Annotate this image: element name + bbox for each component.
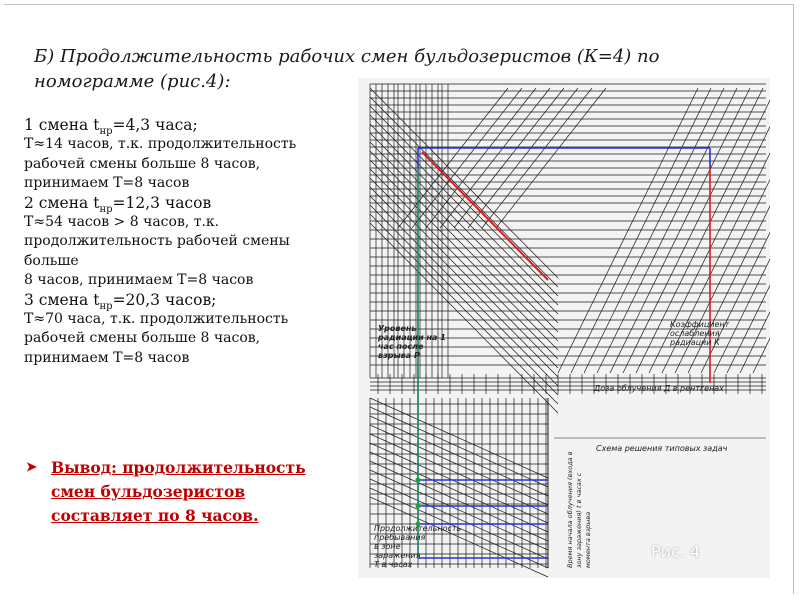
duration-symbol: Т — [374, 560, 379, 569]
diagonal-line — [468, 88, 578, 228]
text-line — [24, 291, 344, 310]
diagonal-line — [398, 88, 508, 228]
text-line — [24, 135, 344, 154]
figure-caption: Рис. 4 — [651, 542, 701, 561]
attenuation-text: Коэффициент ослабления радиации — [670, 320, 730, 347]
diagonal-line — [370, 398, 548, 478]
conclusion-text: Вывод: продолжительность смен бульдозеристов составляет по 8 часов. — [51, 458, 306, 525]
diagonal-line — [440, 88, 550, 228]
text-line — [24, 174, 344, 193]
text-line — [24, 194, 344, 213]
diagonal-line — [426, 88, 536, 228]
duration-unit: в часах — [381, 560, 413, 569]
text-line-main: 8 часов, принимаем Т=8 часов — [24, 272, 254, 289]
text-line — [24, 155, 344, 174]
text-line — [24, 252, 344, 271]
slide-title: Б) Продолжительность рабочих смен бульдозеристов (К=4) по номограмме (рис.4): — [34, 46, 660, 92]
label-scheme — [596, 444, 766, 453]
solution-point — [416, 478, 421, 483]
text-line-main: принимаем Т=8 часов — [24, 349, 190, 366]
text-line — [24, 271, 344, 290]
label-attenuation — [670, 320, 750, 347]
duration-text: Продолжительность пребывания в зоне заражения — [374, 524, 462, 560]
text-line-subscript: нр — [99, 300, 113, 312]
label-radiation-level — [378, 324, 448, 360]
radiation-symbol: Р — [413, 351, 420, 360]
attenuation-symbol: К — [714, 338, 720, 347]
text-line-main: продолжительность рабочей смены — [24, 233, 290, 250]
diagonal-line — [454, 88, 564, 228]
radiation-level-text: Уровень радиации на 1 час после взрыва — [378, 324, 446, 360]
dose-symbol: Д — [663, 384, 671, 393]
scheme-text: Схема решения типовых задач — [596, 444, 728, 453]
text-line-main: принимаем Т=8 часов — [24, 175, 190, 192]
text-line-main: больше — [24, 252, 79, 269]
text-line-main: Т≈54 часов > 8 часов, т.к. — [24, 214, 220, 231]
text-line-main: 2 смена t — [24, 193, 100, 212]
text-line — [24, 310, 344, 329]
dose-unit: в рентгенах — [672, 384, 724, 393]
label-dose — [594, 384, 774, 393]
text-line-main: рабочей смены больше 8 часов, — [24, 155, 261, 172]
dose-text: Доза облучения — [594, 384, 662, 393]
entry-time-text: Время начала облучения (входа в зону заражения) t в часах с момента взрыва — [566, 451, 592, 568]
text-line-value: =4,3 часа; — [112, 116, 198, 134]
text-line — [24, 329, 344, 348]
text-line — [24, 232, 344, 251]
text-line-main: 3 смена t — [24, 290, 100, 309]
diagonal-line — [496, 88, 606, 228]
nomogram-figure — [358, 78, 770, 578]
calculation-text — [24, 116, 344, 368]
diagonal-line — [370, 425, 548, 505]
arrow-bullet-icon: ➤ — [26, 460, 37, 475]
text-line-main: 1 смена t — [24, 116, 100, 134]
diagonal-line — [370, 443, 548, 523]
text-line-main: Т≈14 часов, т.к. продолжительность — [24, 136, 297, 153]
diagonal-line — [370, 407, 548, 487]
text-line-subscript: нр — [99, 126, 113, 137]
solution-point — [416, 504, 421, 509]
text-line-value: =12,3 часов — [112, 193, 212, 212]
text-line — [24, 213, 344, 232]
label-entry-time — [566, 448, 593, 568]
text-line-subscript: нр — [99, 203, 113, 215]
text-line — [24, 349, 344, 368]
text-line — [24, 116, 344, 135]
text-line-value: =20,3 часов; — [112, 290, 217, 309]
diagonal-line — [482, 88, 592, 228]
label-duration — [374, 524, 462, 569]
text-line-main: Т≈70 часа, т.к. продолжительность — [24, 311, 289, 328]
text-line-main: рабочей смены больше 8 часов, — [24, 330, 261, 347]
conclusion — [26, 456, 346, 528]
diagonal-line — [753, 88, 770, 373]
